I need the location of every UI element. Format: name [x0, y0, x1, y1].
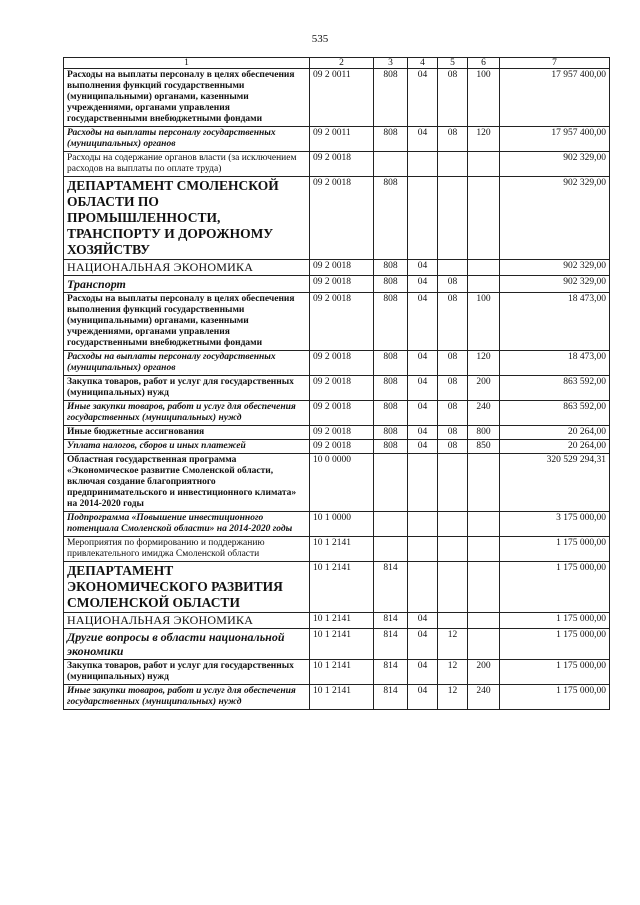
- table-row: [64, 440, 610, 454]
- table-row: [64, 293, 610, 351]
- row-target-code: 09 2 0018: [310, 276, 374, 293]
- row-col-6: [468, 152, 500, 177]
- row-name: Закупка товаров, работ и услуг для государственных (муниципальных) нужд: [64, 660, 310, 685]
- row-col-4: 04: [408, 69, 438, 127]
- row-name: Расходы на выплаты персоналу государственных (муниципальных) органов: [64, 127, 310, 152]
- row-target-code: 09 2 0018: [310, 376, 374, 401]
- row-name: Иные закупки товаров, работ и услуг для обеспечения государственных (муниципальных) нужд: [64, 401, 310, 426]
- row-name: НАЦИОНАЛЬНАЯ ЭКОНОМИКА: [64, 613, 310, 629]
- row-col-3: 814: [374, 660, 408, 685]
- row-col-6: [468, 512, 500, 537]
- row-target-code: 10 1 2141: [310, 537, 374, 562]
- header-col-1: 1: [64, 58, 310, 69]
- row-col-6: [468, 260, 500, 276]
- row-amount: 1 175 000,00: [500, 660, 610, 685]
- row-col-3: 808: [374, 351, 408, 376]
- header-col-3: 3: [374, 58, 408, 69]
- row-target-code: 09 2 0018: [310, 260, 374, 276]
- row-col-6: 200: [468, 376, 500, 401]
- row-col-5: [438, 260, 468, 276]
- row-target-code: 10 1 2141: [310, 562, 374, 613]
- row-col-3: 808: [374, 177, 408, 260]
- row-col-6: [468, 276, 500, 293]
- row-col-5: [438, 454, 468, 512]
- row-target-code: 09 2 0011: [310, 69, 374, 127]
- row-col-6: [468, 629, 500, 660]
- row-col-4: 04: [408, 276, 438, 293]
- table-row: [64, 177, 610, 260]
- row-col-5: 08: [438, 69, 468, 127]
- table-row: [64, 537, 610, 562]
- page-number: 535: [311, 33, 329, 45]
- table-row: [64, 562, 610, 613]
- row-amount: 17 957 400,00: [500, 127, 610, 152]
- header-col-2: 2: [310, 58, 374, 69]
- row-col-5: 08: [438, 401, 468, 426]
- row-col-3: 814: [374, 613, 408, 629]
- row-name: ДЕПАРТАМЕНТ ЭКОНОМИЧЕСКОГО РАЗВИТИЯ СМОЛЕНСКОЙ ОБЛАСТИ: [64, 562, 310, 613]
- row-target-code: 09 2 0018: [310, 426, 374, 440]
- table-row: [64, 69, 610, 127]
- row-col-3: [374, 537, 408, 562]
- header-col-4: 4: [408, 58, 438, 69]
- row-name: Расходы на выплаты персоналу в целях обеспечения выполнения функций государственными (муниципальными) органами, казенными учреждениями, органами управления государственными внебюджетными фондами: [64, 293, 310, 351]
- table-row: [64, 127, 610, 152]
- row-col-6: 240: [468, 401, 500, 426]
- row-col-4: 04: [408, 660, 438, 685]
- row-target-code: 10 1 2141: [310, 660, 374, 685]
- row-col-5: 12: [438, 660, 468, 685]
- table-row: [64, 260, 610, 276]
- row-col-5: 08: [438, 376, 468, 401]
- row-target-code: 10 1 2141: [310, 613, 374, 629]
- row-col-4: 04: [408, 613, 438, 629]
- row-col-6: [468, 454, 500, 512]
- row-name: Транспорт: [64, 276, 310, 293]
- row-col-5: 12: [438, 629, 468, 660]
- row-name: Иные закупки товаров, работ и услуг для обеспечения государственных (муниципальных) нужд: [64, 685, 310, 710]
- row-col-5: [438, 537, 468, 562]
- row-col-3: 808: [374, 69, 408, 127]
- row-col-5: 08: [438, 440, 468, 454]
- row-col-5: 08: [438, 293, 468, 351]
- row-col-5: 08: [438, 276, 468, 293]
- row-col-3: [374, 454, 408, 512]
- row-amount: 1 175 000,00: [500, 613, 610, 629]
- row-col-4: [408, 177, 438, 260]
- row-amount: 1 175 000,00: [500, 685, 610, 710]
- row-amount: 20 264,00: [500, 426, 610, 440]
- table-row: [64, 401, 610, 426]
- row-col-4: 04: [408, 376, 438, 401]
- header-col-6: 6: [468, 58, 500, 69]
- row-col-6: [468, 613, 500, 629]
- row-amount: 320 529 294,31: [500, 454, 610, 512]
- row-col-3: 808: [374, 260, 408, 276]
- row-name: Областная государственная программа «Экономическое развитие Смоленской области, включая создание благоприятного предпринимательского и инвестиционного климата» на 2014-2020 годы: [64, 454, 310, 512]
- row-col-3: 808: [374, 440, 408, 454]
- row-col-6: 120: [468, 351, 500, 376]
- row-col-5: [438, 177, 468, 260]
- row-col-4: 04: [408, 293, 438, 351]
- row-col-4: [408, 562, 438, 613]
- row-amount: 17 957 400,00: [500, 69, 610, 127]
- row-target-code: 09 2 0018: [310, 351, 374, 376]
- row-col-4: 04: [408, 629, 438, 660]
- row-col-4: 04: [408, 426, 438, 440]
- row-name: Расходы на выплаты персоналу в целях обеспечения выполнения функций государственными (муниципальными) органами, казенными учреждениями, органами управления государственными внебюджетными фондами: [64, 69, 310, 127]
- row-col-6: 120: [468, 127, 500, 152]
- row-col-4: 04: [408, 127, 438, 152]
- row-amount: 902 329,00: [500, 260, 610, 276]
- row-col-3: 808: [374, 376, 408, 401]
- row-col-3: 808: [374, 127, 408, 152]
- row-col-5: [438, 613, 468, 629]
- row-col-3: 808: [374, 401, 408, 426]
- row-amount: 1 175 000,00: [500, 562, 610, 613]
- row-name: Закупка товаров, работ и услуг для государственных (муниципальных) нужд: [64, 376, 310, 401]
- budget-table: [63, 57, 610, 710]
- row-col-6: [468, 537, 500, 562]
- row-target-code: 10 1 0000: [310, 512, 374, 537]
- row-col-3: [374, 152, 408, 177]
- row-col-4: [408, 537, 438, 562]
- row-col-6: 100: [468, 69, 500, 127]
- row-col-4: 04: [408, 440, 438, 454]
- row-name: Иные бюджетные ассигнования: [64, 426, 310, 440]
- row-name: Другие вопросы в области национальной экономики: [64, 629, 310, 660]
- row-amount: 18 473,00: [500, 351, 610, 376]
- row-col-6: 100: [468, 293, 500, 351]
- table-row: [64, 152, 610, 177]
- table-row: [64, 629, 610, 660]
- row-col-6: [468, 177, 500, 260]
- table-row: [64, 426, 610, 440]
- row-col-5: 08: [438, 127, 468, 152]
- row-col-5: [438, 562, 468, 613]
- row-amount: 1 175 000,00: [500, 629, 610, 660]
- row-amount: 902 329,00: [500, 177, 610, 260]
- row-target-code: 09 2 0018: [310, 401, 374, 426]
- row-amount: 863 592,00: [500, 401, 610, 426]
- row-name: Мероприятия по формированию и поддержанию привлекательного имиджа Смоленской области: [64, 537, 310, 562]
- table-row: [64, 512, 610, 537]
- row-col-5: 08: [438, 426, 468, 440]
- row-col-6: 240: [468, 685, 500, 710]
- row-col-6: [468, 562, 500, 613]
- row-col-4: [408, 512, 438, 537]
- row-col-4: 04: [408, 260, 438, 276]
- row-target-code: 09 2 0018: [310, 152, 374, 177]
- header-col-7: 7: [500, 58, 610, 69]
- row-col-3: 808: [374, 426, 408, 440]
- row-target-code: 09 2 0018: [310, 293, 374, 351]
- row-amount: 20 264,00: [500, 440, 610, 454]
- row-col-4: 04: [408, 351, 438, 376]
- table-row: [64, 276, 610, 293]
- row-col-3: 808: [374, 293, 408, 351]
- row-target-code: 09 2 0018: [310, 440, 374, 454]
- row-col-6: 200: [468, 660, 500, 685]
- row-col-3: [374, 512, 408, 537]
- row-amount: 1 175 000,00: [500, 537, 610, 562]
- row-col-5: [438, 512, 468, 537]
- row-amount: 3 175 000,00: [500, 512, 610, 537]
- table-row: [64, 613, 610, 629]
- row-col-3: 814: [374, 685, 408, 710]
- row-col-5: 08: [438, 351, 468, 376]
- row-target-code: 09 2 0011: [310, 127, 374, 152]
- row-name: Подпрограмма «Повышение инвестиционного потенциала Смоленской области» на 2014-2020 годы: [64, 512, 310, 537]
- row-amount: 18 473,00: [500, 293, 610, 351]
- row-amount: 863 592,00: [500, 376, 610, 401]
- row-col-6: 800: [468, 426, 500, 440]
- table-header-row: [64, 58, 610, 69]
- header-col-5: 5: [438, 58, 468, 69]
- table-row: [64, 685, 610, 710]
- row-col-4: [408, 152, 438, 177]
- table-row: [64, 660, 610, 685]
- row-col-4: 04: [408, 401, 438, 426]
- table-row: [64, 376, 610, 401]
- row-name: НАЦИОНАЛЬНАЯ ЭКОНОМИКА: [64, 260, 310, 276]
- row-col-4: 04: [408, 685, 438, 710]
- row-target-code: 10 0 0000: [310, 454, 374, 512]
- row-name: ДЕПАРТАМЕНТ СМОЛЕНСКОЙ ОБЛАСТИ ПО ПРОМЫШЛЕННОСТИ, ТРАНСПОРТУ И ДОРОЖНОМУ ХОЗЯЙСТВУ: [64, 177, 310, 260]
- row-name: Расходы на выплаты персоналу государственных (муниципальных) органов: [64, 351, 310, 376]
- row-col-5: 12: [438, 685, 468, 710]
- row-col-6: 850: [468, 440, 500, 454]
- row-col-3: 808: [374, 276, 408, 293]
- row-amount: 902 329,00: [500, 152, 610, 177]
- row-col-4: [408, 454, 438, 512]
- row-target-code: 10 1 2141: [310, 685, 374, 710]
- row-name: Уплата налогов, сборов и иных платежей: [64, 440, 310, 454]
- table-row: [64, 351, 610, 376]
- row-col-5: [438, 152, 468, 177]
- row-target-code: 09 2 0018: [310, 177, 374, 260]
- row-target-code: 10 1 2141: [310, 629, 374, 660]
- row-col-3: 814: [374, 629, 408, 660]
- row-amount: 902 329,00: [500, 276, 610, 293]
- row-name: Расходы на содержание органов власти (за исключением расходов на выплаты по оплате труда): [64, 152, 310, 177]
- row-col-3: 814: [374, 562, 408, 613]
- table-row: [64, 454, 610, 512]
